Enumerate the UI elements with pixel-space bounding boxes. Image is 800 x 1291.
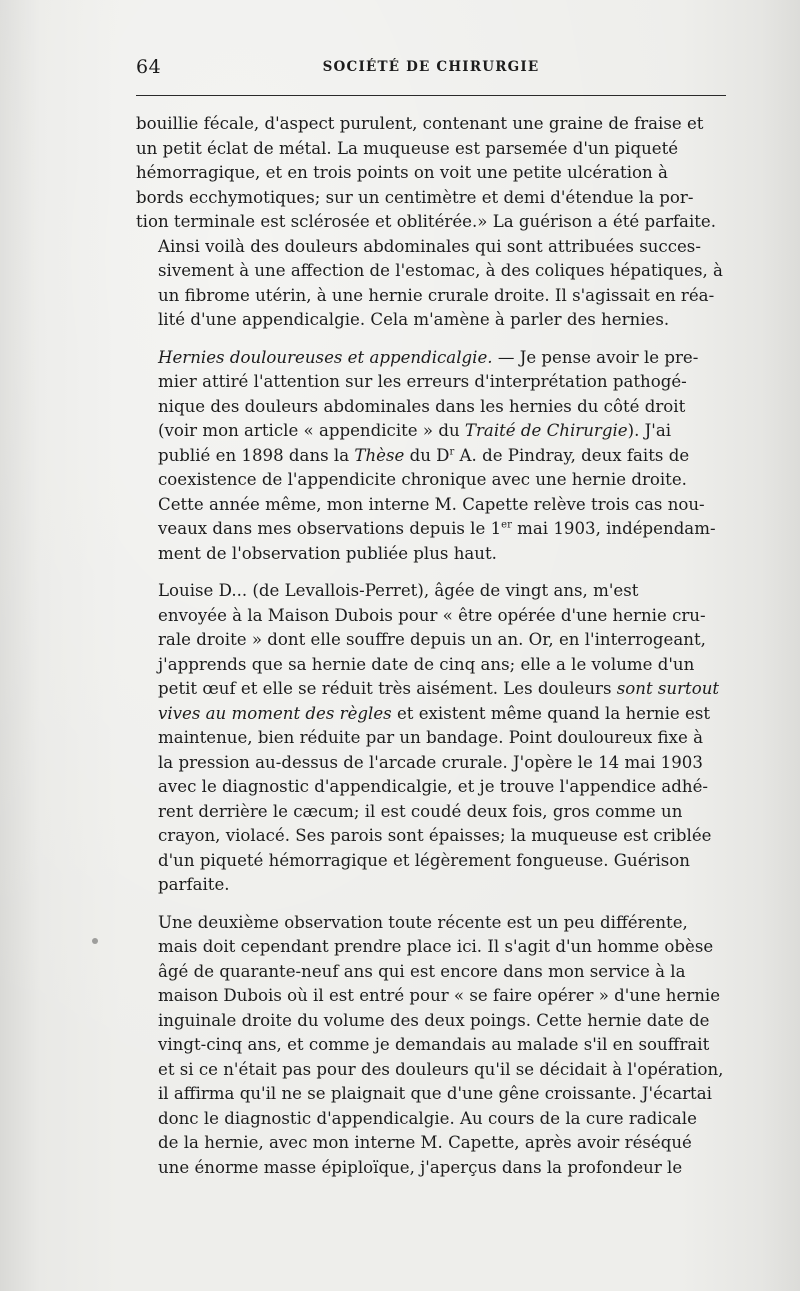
text-line: rale droite » dont elle souffre depuis un an. Or, en l'interrogeant,: [158, 630, 706, 649]
text-line: maintenue, bien réduite par un bandage. Point douloureux fixe à: [158, 728, 703, 747]
paragraph-second-observation: [136, 911, 726, 1181]
text-line: veaux dans mes observations depuis le 1er mai 1903, indépendam-: [158, 519, 716, 538]
text-line: lité d'une appendicalgie. Cela m'amène à parler des hernies.: [158, 310, 670, 329]
text-line: Une deuxième observation toute récente est un peu différente,: [158, 912, 688, 932]
text-line: nique des douleurs abdominales dans les hernies du côté droit: [158, 396, 686, 416]
text-line: envoyée à la Maison Dubois pour « être opérée d'une hernie cru-: [158, 605, 706, 625]
text-line: Hernies douloureuses et appendicalgie. — Je pense avoir le pre-: [158, 347, 699, 367]
text-line: vingt-cinq ans, et comme je demandais au malade s'il en souffrait: [158, 1035, 710, 1054]
paragraph-hernias-section: [136, 346, 726, 567]
text-line: Ainsi voilà des douleurs abdominales qui sont attribuées succes-: [158, 236, 701, 256]
text-line: bouillie fécale, d'aspect purulent, contenant une graine de fraise et: [136, 114, 704, 133]
text-line: Louise D... (de Levallois-Perret), âgée de vingt ans, m'est: [158, 581, 639, 600]
thesis-title: Thèse: [354, 445, 405, 465]
text-line: un fibrome utérin, à une hernie crurale droite. Il s'agissait en réa-: [158, 285, 715, 305]
paragraph-summary: [136, 235, 726, 333]
text-line: Cette année même, mon interne M. Capette relève trois cas nou-: [158, 494, 705, 514]
text-line: d'un piqueté hémorragique et légèrement fongueuse. Guérison: [158, 850, 690, 870]
text-line: de la hernie, avec mon interne M. Capette, après avoir réséqué: [158, 1133, 692, 1152]
text-line: il affirma qu'il ne se plaignait que d'une gêne croissante. J'écartai: [158, 1084, 712, 1103]
text-line: hémorragique, et en trois points on voit une petite ulcération à: [136, 163, 668, 182]
text-line: mais doit cependant prendre place ici. Il s'agit d'un homme obèse: [158, 937, 714, 956]
text-line: tion terminale est sclérosée et oblitérée.» La guérison a été parfaite.: [136, 212, 717, 231]
header-rule: [136, 95, 726, 96]
page-number: 64: [136, 56, 162, 78]
text-line: avec le diagnostic d'appendicalgie, et je trouve l'appendice adhé-: [158, 777, 709, 796]
text-line: maison Dubois où il est entré pour « se faire opérer » d'une hernie: [158, 986, 721, 1005]
text-line: ment de l'observation publiée plus haut.: [158, 543, 497, 563]
book-title: Traité de Chirurgie: [464, 421, 628, 440]
running-title: SOCIÉTÉ DE CHIRURGIE: [322, 59, 540, 75]
text-line: la pression au-dessus de l'arcade crurale. J'opère le 14 mai 1903: [158, 752, 703, 772]
paragraph-case-louise: [136, 579, 726, 898]
text-line: bords ecchymotiques; sur un centimètre et demi d'étendue la por-: [136, 187, 694, 207]
text-line: inguinale droite du volume des deux poings. Cette hernie date de: [158, 1010, 710, 1030]
text-line: (voir mon article « appendicite » du Traité de Chirurgie). J'ai: [158, 421, 672, 440]
text-line: parfaite.: [158, 875, 230, 894]
text-line: sivement à une affection de l'estomac, à des coliques hépatiques, à: [158, 261, 723, 280]
text-line: donc le diagnostic d'appendicalgie. Au cours de la cure radicale: [158, 1108, 697, 1128]
text-line: une énorme masse épiploïque, j'aperçus dans la profondeur le: [158, 1157, 683, 1177]
text-line: mier attiré l'attention sur les erreurs d'interprétation pathogé-: [158, 372, 687, 391]
text-line: coexistence de l'appendicite chronique avec une hernie droite.: [158, 470, 687, 489]
text-line: publié en 1898 dans la Thèse du $D^r$ A. de Pindray, deux faits de: [158, 445, 690, 465]
section-heading: Hernies douloureuses et appendicalgie.: [158, 347, 493, 367]
paragraph-case-conclusion: [136, 112, 726, 235]
text-line: et si ce n'était pas pour des douleurs qu'il se décidait à l'opération,: [158, 1059, 724, 1079]
text-line: crayon, violacé. Ses parois sont épaisses; la muqueuse est criblée: [158, 826, 712, 845]
text-line: âgé de quarante-neuf ans qui est encore dans mon service à la: [158, 961, 686, 981]
running-head: [136, 56, 726, 86]
body-text: [136, 112, 726, 1180]
text-line: petit œuf et elle se réduit très aisément. Les douleurs sont surtout: [158, 679, 720, 698]
text-line: j'apprends que sa hernie date de cinq ans; elle a le volume d'un: [158, 654, 695, 674]
text-line: vives au moment des règles et existent même quand la hernie est: [158, 703, 711, 723]
ink-speck: [92, 938, 98, 944]
text-line: un petit éclat de métal. La muqueuse est parsemée d'un piqueté: [136, 138, 679, 158]
text-line: rent derrière le cæcum; il est coudé deux fois, gros comme un: [158, 801, 683, 821]
